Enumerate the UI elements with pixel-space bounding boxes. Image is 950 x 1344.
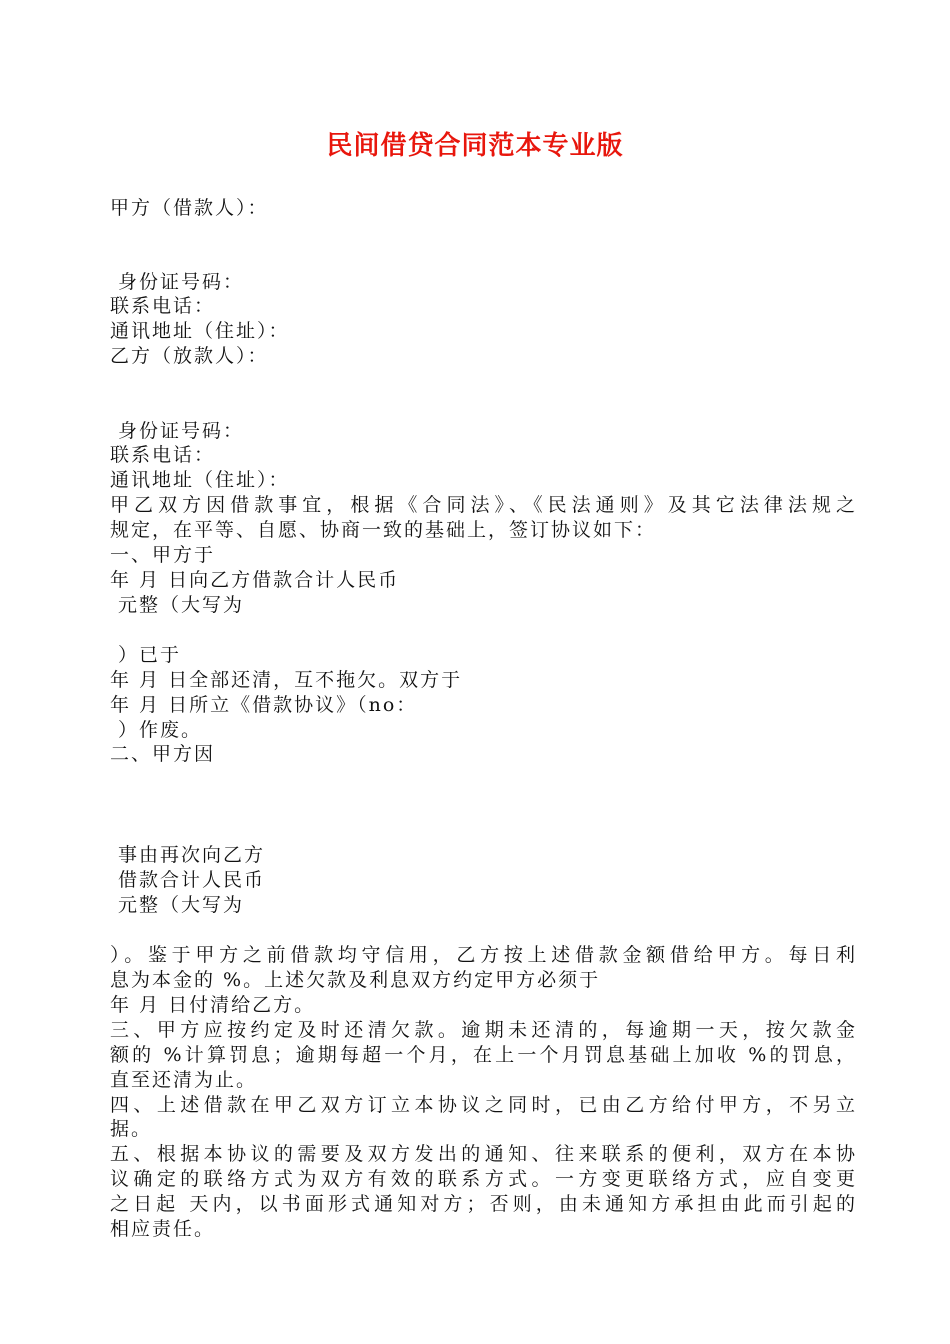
clause-2-line-2: 事由再次向乙方 [110,844,266,866]
clause-2-line-4: 元整（大写为 [110,894,245,916]
clause-2-line-7: 年 月 日付清给乙方。 [110,994,316,1016]
clause-1-line-3: 元整（大写为 [110,594,245,616]
clause-5-line-4: 相应责任。 [110,1218,216,1240]
clause-5-line-1: 五、根据本协议的需要及双方发出的通知、往来联系的便利，双方在本协 [110,1143,855,1165]
party-b-id-number: 身份证号码： [110,420,245,442]
clause-1-line-5: 年 月 日全部还清，互不拖欠。双方于 [110,669,463,691]
party-a-id-number: 身份证号码： [110,271,245,293]
clause-5-line-2: 议确定的联络方式为双方有效的联系方式。一方变更联络方式，应自变更 [110,1168,855,1190]
preamble-line-1: 甲乙双方因借款事宜，根据《合同法》、《民法通则》及其它法律法规之 [110,494,855,516]
party-b-address: 通讯地址（住址）： [110,469,290,491]
clause-3-line-1: 三、甲方应按约定及时还清欠款。逾期未还清的，每逾期一天，按欠款金 [110,1019,855,1041]
clause-3-line-3: 直至还清为止。 [110,1069,258,1091]
party-a-phone: 联系电话： [110,295,216,317]
party-a-address: 通讯地址（住址）： [110,320,290,342]
clause-2-line-5: ）。鉴于甲方之前借款均守信用，乙方按上述借款金额借给甲方。每日利 [110,944,855,966]
party-a-label: 甲方（借款人）： [110,197,269,219]
clause-5-line-3: 之日起 天内，以书面形式通知对方；否则，由未通知方承担由此而引起的 [110,1193,855,1215]
clause-4-line-2: 据。 [110,1118,153,1140]
clause-1-line-2: 年 月 日向乙方借款合计人民币 [110,569,400,591]
party-b-phone: 联系电话： [110,444,216,466]
party-b-label: 乙方（放款人）： [110,345,269,367]
clause-3-line-2: 额的 %计算罚息；逾期每超一个月，在上一个月罚息基础上加收 %的罚息， [110,1044,855,1066]
preamble-line-2: 规定，在平等、自愿、协商一致的基础上，签订协议如下： [110,519,657,541]
clause-4-line-1: 四、上述借款在甲乙双方订立本协议之同时，已由乙方给付甲方，不另立 [110,1094,855,1116]
clause-2-line-1: 二、甲方因 [110,743,216,765]
clause-1-line-4: ）已于 [110,644,182,666]
clause-1-line-1: 一、甲方于 [110,544,216,566]
clause-2-line-6: 息为本金的 %。上述欠款及利息双方约定甲方必须于 [110,969,601,991]
clause-1-line-6: 年 月 日所立《借款协议》（no： [110,694,418,716]
document-title: 民间借贷合同范本专业版 [326,131,624,161]
clause-2-line-3: 借款合计人民币 [110,869,266,891]
clause-1-line-7: ）作废。 [110,719,203,741]
